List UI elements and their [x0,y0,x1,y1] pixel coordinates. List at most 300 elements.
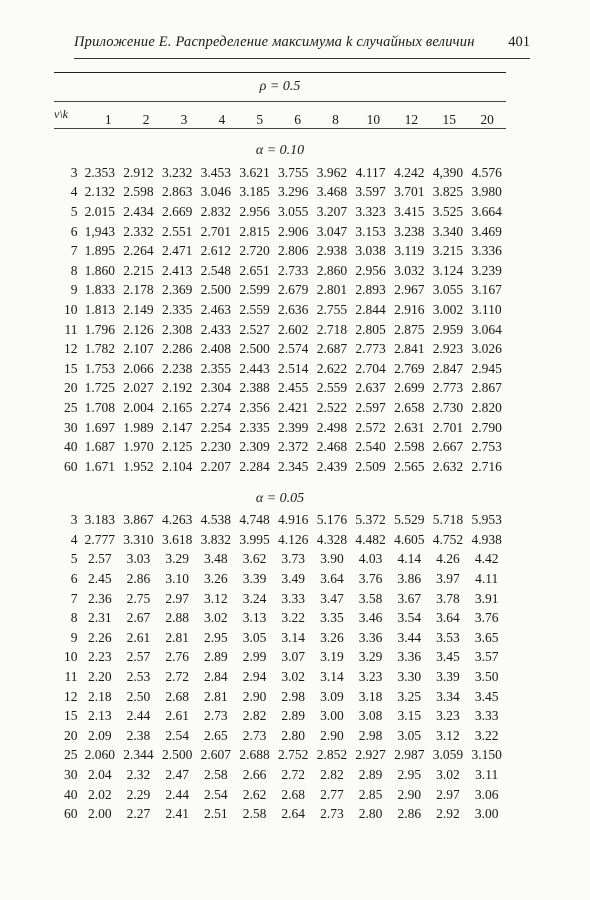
table-cell: 3.36 [397,649,422,665]
table-cell: 2.76 [165,649,189,665]
table-cell: 3.18 [358,688,383,704]
table-cell: 2.701 [200,223,232,239]
table-cell: 3.867 [123,512,154,528]
table-cell: 2.769 [394,360,425,376]
column-header-k: 20 [480,112,494,127]
table-cell: 3.62 [242,551,267,567]
table-cell: 2.51 [204,806,228,822]
table-cell: 5.529 [394,512,425,528]
table-cell: 3.07 [281,649,306,665]
table-cell: 2.345 [278,458,309,474]
table-cell: 1.753 [84,360,115,376]
table-cell: 2.254 [200,419,232,435]
table-cell: 2.97 [165,590,189,606]
table-cell: 3.05 [242,629,267,645]
table-cell: 4.242 [394,164,425,180]
table-cell: 3.26 [204,571,228,587]
table-cell: 1.895 [84,243,115,259]
distribution-table [54,72,506,824]
table-cell: 2.413 [161,262,193,278]
table-cell: 3.54 [397,610,422,626]
table-cell: 2.815 [239,223,270,239]
row-nu-label: 11 [64,669,78,685]
table-cell: 2.598 [394,439,425,455]
table-row [54,379,506,399]
table-cell: 2.89 [281,708,306,724]
table-cell: 2.92 [436,806,460,822]
row-nu-label: 6 [70,571,78,587]
table-row [54,457,506,477]
table-row [54,550,506,570]
table-cell: 2.86 [397,806,422,822]
table-cell: 2.215 [123,262,154,278]
table-cell: 2.286 [161,341,193,357]
table-cell: 3.10 [165,571,189,587]
table-row [54,530,506,550]
table-cell: 1.813 [84,301,115,317]
row-nu-label: 11 [64,321,78,337]
table-cell: 2.57 [87,551,112,567]
row-nu-label: 9 [70,629,78,645]
table-cell: 3.03 [126,551,151,567]
table-cell: 2.147 [161,419,193,435]
row-nu-label: 9 [70,282,78,298]
table-cell: 2.514 [278,360,309,376]
table-cell: 3.124 [432,262,464,278]
table-cell: 4,390 [432,164,464,180]
table-row [54,222,506,242]
table-cell: 3.00 [320,708,344,724]
table-cell: 3.45 [436,649,460,665]
table-cell: 2.90 [242,688,267,704]
table-cell: 2.500 [161,747,193,763]
table-cell: 3.995 [239,531,270,547]
table-cell: 2.733 [278,262,309,278]
table-cell: 1.860 [84,262,115,278]
table-cell: 2.99 [242,649,267,665]
table-cell: 2.956 [355,262,386,278]
table-cell: 3.664 [471,203,502,219]
table-cell: 2.841 [394,341,425,357]
table-cell: 2.679 [278,282,309,298]
table-cell: 2.53 [126,669,151,685]
table-row [54,785,506,805]
table-cell: 3.39 [436,669,460,685]
table-cell: 3.185 [239,184,270,200]
table-cell: 2.421 [278,399,309,415]
row-nu-label: 12 [63,341,78,357]
table-row [54,765,506,785]
table-cell: 2.36 [87,590,112,606]
table-cell: 3.44 [397,629,422,645]
table-cell: 2.967 [394,282,425,298]
table-cell: 3.23 [436,708,460,724]
table-cell: 2.658 [394,399,425,415]
table-cell: 1.708 [84,399,115,415]
table-cell: 3.50 [474,669,499,685]
table-cell: 2.45 [87,571,112,587]
table-cell: 3.08 [358,708,383,724]
table-cell: 3.57 [474,649,499,665]
table-cell: 3.296 [278,184,309,200]
table-cell: 3.33 [474,708,499,724]
corner-label: ν\k [54,107,68,121]
table-cell: 2.773 [355,341,386,357]
table-cell: 2.86 [126,571,151,587]
table-cell: 2.95 [204,629,228,645]
table-row [54,726,506,746]
table-cell: 4.26 [436,551,460,567]
table-cell: 2.84 [204,669,228,685]
table-cell: 2.18 [87,688,112,704]
table-cell: 2.353 [84,164,115,180]
table-cell: 2.66 [242,767,267,783]
table-cell: 2.67 [126,610,151,626]
table-cell: 3.48 [204,551,228,567]
table-cell: 2.81 [165,629,189,645]
table-cell: 4.538 [200,512,232,528]
table-cell: 3.86 [397,571,422,587]
row-nu-label: 5 [70,551,78,567]
row-nu-label: 40 [63,786,78,802]
table-cell: 2.806 [278,243,309,259]
table-cell: 4.263 [161,512,193,528]
table-cell: 3.23 [358,669,383,685]
table-cell: 3.055 [432,282,464,298]
table-cell: 2.132 [84,184,115,200]
row-nu-label: 60 [63,806,78,822]
table-cell: 2.104 [161,458,193,474]
table-cell: 2.773 [432,380,464,396]
table-cell: 3.02 [436,767,460,783]
table-cell: 2.987 [394,747,425,763]
table-cell: 2.599 [239,282,270,298]
table-cell: 2.938 [316,243,348,259]
table-cell: 3.621 [239,164,270,180]
table-cell: 3.046 [200,184,232,200]
table-cell: 5.953 [471,512,502,528]
table-cell: 2.356 [239,399,270,415]
table-row [54,202,506,222]
column-header-k: 15 [442,112,456,127]
table-cell: 2.107 [123,341,154,357]
table-cell: 3.12 [204,590,228,606]
table-cell: 2.790 [471,419,502,435]
table-cell: 2.522 [316,399,348,415]
table-row [54,706,506,726]
table-cell: 2.97 [436,786,460,802]
table-cell: 3.962 [316,164,348,180]
table-cell: 2.667 [432,439,464,455]
table-cell: 3.11 [475,767,499,783]
table-cell: 2.308 [161,321,193,337]
row-nu-label: 60 [63,458,78,474]
table-cell: 3.119 [394,243,425,259]
table-row [54,667,506,687]
table-cell: 2.90 [320,727,344,743]
table-cell: 2.98 [281,688,306,704]
table-cell: 2.622 [316,360,348,376]
table-cell: 4.126 [278,531,309,547]
table-cell: 3.46 [358,610,383,626]
table-cell: 2.62 [242,786,267,802]
table-cell: 2.820 [471,399,502,415]
table-cell: 2.752 [278,747,309,763]
table-cell: 3.67 [397,590,422,606]
table-cell: 3.30 [397,669,422,685]
table-cell: 3.91 [474,590,499,606]
table-cell: 3.06 [474,786,499,802]
column-header-k: 10 [366,112,381,127]
table-cell: 2.669 [161,203,193,219]
table-cell: 2.597 [355,399,386,415]
table-cell: 4.605 [394,531,425,547]
table-cell: 2.335 [161,301,193,317]
table-cell: 3.150 [471,747,502,763]
table-cell: 2.399 [278,419,309,435]
table-cell: 2.41 [165,806,189,822]
table-cell: 3.026 [471,341,502,357]
table-row [54,628,506,648]
table-cell: 5.372 [355,512,386,528]
table-row [54,183,506,203]
table-cell: 2.50 [126,688,151,704]
column-header-k: 2 [142,112,150,127]
table-cell: 3.22 [474,727,499,743]
table-cell: 1.782 [84,341,115,357]
table-cell: 2.509 [355,458,386,474]
table-cell: 2.637 [355,380,386,396]
table-cell: 2.844 [355,301,386,317]
table-cell: 2.893 [355,282,386,298]
table-row [54,398,506,418]
table-cell: 2.916 [394,301,425,317]
table-row [54,648,506,668]
table-cell: 2.73 [242,727,267,743]
table-cell: 3.215 [432,243,464,259]
table-cell: 2.912 [123,164,154,180]
row-nu-label: 15 [63,708,78,724]
column-header-row [54,102,506,128]
table-cell: 3.76 [474,610,499,626]
table-body [54,143,506,824]
table-cell: 2.015 [84,203,115,219]
table-cell: 3.064 [471,321,502,337]
table-cell: 4.11 [475,571,499,587]
table-cell: 2.688 [239,747,270,763]
table-cell: 2.565 [394,458,425,474]
table-row [54,589,506,609]
table-cell: 2.89 [204,649,228,665]
table-cell: 2.730 [432,399,464,415]
table-cell: 2.704 [355,360,386,376]
table-cell: 3.525 [432,203,464,219]
column-header-k: 6 [294,112,302,127]
table-row [54,163,506,183]
table-cell: 2.61 [126,629,151,645]
table-cell: 3.73 [281,551,306,567]
table-cell: 4.748 [239,512,270,528]
table-row [54,320,506,340]
table-cell: 2.860 [316,262,348,278]
table-cell: 2.687 [316,341,348,357]
table-cell: 2.57 [126,649,151,665]
table-cell: 3.14 [320,669,344,685]
table-cell: 3.78 [436,590,460,606]
table-cell: 2.066 [123,360,154,376]
table-cell: 2.867 [471,380,502,396]
table-cell: 3.980 [471,184,502,200]
table-cell: 2.060 [84,747,115,763]
table-row [54,608,506,628]
row-nu-label: 30 [63,419,78,435]
column-header-k: 12 [404,112,419,127]
table-cell: 3.153 [355,223,386,239]
row-nu-label: 30 [63,767,78,783]
table-cell: 2.95 [397,767,422,783]
row-nu-label: 7 [70,243,78,259]
table-cell: 2.149 [123,301,154,317]
table-cell: 2.631 [394,419,425,435]
table-cell: 2.32 [126,767,151,783]
table-cell: 2.88 [165,610,189,626]
table-cell: 3.02 [204,610,228,626]
table-cell: 3.038 [355,243,386,259]
table-cell: 3.35 [320,610,344,626]
table-cell: 3.09 [320,688,344,704]
table-cell: 2.23 [87,649,112,665]
table-cell: 1.970 [123,439,154,455]
table-cell: 2.61 [165,708,189,724]
table-cell: 3.00 [474,806,499,822]
table-cell: 2.77 [320,786,344,802]
row-nu-label: 20 [63,380,78,396]
table-cell: 2.801 [316,282,348,298]
table-cell: 2.75 [126,590,151,606]
table-cell: 2.612 [200,243,232,259]
table-cell: 2.284 [239,458,270,474]
row-nu-label: 10 [63,301,78,317]
table-cell: 3.183 [84,512,115,528]
table-cell: 3.055 [278,203,309,219]
row-nu-label: 8 [70,262,78,278]
table-cell: 2.574 [278,341,309,357]
table-cell: 2.82 [320,767,344,783]
table-cell: 3.34 [436,688,460,704]
table-cell: 4.117 [355,164,386,180]
table-cell: 2.64 [281,806,306,822]
table-cell: 2.602 [278,321,309,337]
table-cell: 2.89 [358,767,383,783]
alpha-section-title: α = 0.05 [255,490,305,506]
table-cell: 3.469 [471,223,502,239]
table-cell: 3.239 [471,262,502,278]
row-nu-label: 3 [70,164,78,180]
column-header-k: 5 [256,112,264,127]
table-cell: 2.26 [87,629,112,645]
table-cell: 3.29 [358,649,383,665]
table-cell: 2.80 [281,727,306,743]
table-row [54,339,506,359]
table-cell: 3.36 [358,629,383,645]
table-cell: 2.455 [278,380,309,396]
table-row [54,746,506,766]
table-cell: 2.559 [239,301,270,317]
table-cell: 2.04 [87,767,112,783]
alpha-section-title: α = 0.10 [255,143,305,158]
column-header-k: 8 [332,112,339,127]
row-nu-label: 5 [70,203,78,219]
table-cell: 1.725 [84,380,115,396]
table-cell: 2.651 [239,262,270,278]
table-cell: 2.98 [358,727,383,743]
table-cell: 3.618 [161,531,193,547]
table-cell: 2.02 [87,786,112,802]
table-cell: 3.64 [436,610,460,626]
table-row [54,261,506,281]
table-cell: 2.959 [432,321,464,337]
row-nu-label: 15 [63,360,78,376]
table-cell: 3.15 [397,708,422,724]
table-cell: 3.167 [471,282,502,298]
table-cell: 3.825 [432,184,464,200]
table-cell: 2.192 [161,380,193,396]
table-cell: 2.31 [87,610,112,626]
table-cell: 1.671 [84,458,115,474]
table-cell: 3.25 [397,688,422,704]
table-cell: 2.548 [200,262,232,278]
table-cell: 3.29 [165,551,189,567]
table-cell: 2.875 [394,321,425,337]
table-cell: 4.576 [471,164,502,180]
table-cell: 3.12 [436,727,460,743]
table-cell: 2.00 [87,806,112,822]
table-cell: 2.832 [200,203,232,219]
table-cell: 2.29 [126,786,151,802]
table-cell: 2.54 [165,727,189,743]
table-cell: 3.19 [320,649,344,665]
table-cell: 2.81 [204,688,228,704]
table-cell: 3.110 [471,301,502,317]
table-cell: 3.76 [358,571,383,587]
table-cell: 2.847 [432,360,464,376]
table-cell: 3.453 [200,164,232,180]
table-cell: 2.500 [239,341,270,357]
row-nu-label: 10 [63,649,78,665]
table-cell: 2.945 [471,360,502,376]
table-cell: 3.14 [281,629,306,645]
table-cell: 3.059 [432,747,464,763]
table-cell: 1,943 [84,223,115,239]
table-row [54,241,506,261]
table-cell: 3.336 [471,243,502,259]
table-cell: 2.165 [161,399,193,415]
table-cell: 2.498 [316,419,348,435]
table-cell: 2.607 [200,747,232,763]
table-cell: 3.53 [436,629,460,645]
table-cell: 2.47 [165,767,189,783]
table-cell: 2.716 [471,458,502,474]
table-cell: 3.58 [358,590,383,606]
table-cell: 2.304 [200,380,232,396]
table-cell: 2.238 [161,360,193,376]
table-cell: 3.047 [316,223,348,239]
table-row [54,804,506,824]
table-cell: 2.68 [165,688,189,704]
table-row [54,359,506,379]
running-header [74,34,530,59]
row-nu-label: 25 [63,747,78,763]
